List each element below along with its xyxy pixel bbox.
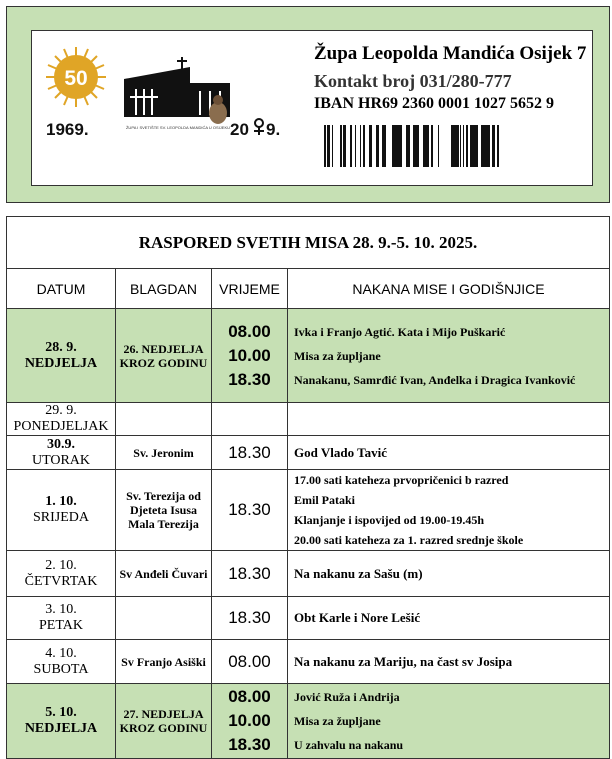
weekday-label: NEDJELJA (24, 721, 98, 736)
parish-name: Župa Leopolda Mandića Osijek 7 (314, 43, 587, 64)
feast-cell: 27. NEDJELJA KROZ GODINU (116, 684, 212, 759)
intention-cell (288, 551, 610, 597)
intention-line: Klanjanje i ispovijed od 19.00-19.45h (294, 513, 485, 527)
mass-time: 08.00 (228, 651, 271, 671)
mass-time: 08.00 (228, 687, 271, 706)
intention-line: Ivka i Franjo Agtić. Kata i Mijo Puškarić (294, 324, 506, 339)
intention-line: U zahvalu na nakanu (294, 738, 404, 752)
column-header-time: VRIJEME (212, 269, 288, 309)
parish-logo (40, 37, 290, 147)
time-cell (212, 436, 288, 470)
date-cell (7, 470, 116, 551)
column-header-intention: NAKANA MISE I GODIŠNJICE (288, 269, 610, 309)
weekday-label: PETAK (39, 618, 83, 633)
mass-time: 10.00 (228, 711, 271, 730)
feast-cell: Sv Anđeli Čuvari (116, 551, 212, 597)
intention-cell (288, 470, 610, 551)
weekday-label: UTORAK (31, 452, 91, 468)
feast-cell: 26. NEDJELJA KROZ GODINU (116, 309, 212, 403)
intention-line: Na nakanu za Mariju, na čast sv Josipa (294, 653, 513, 669)
contact-number: Kontakt broj 031/280-777 (314, 71, 512, 91)
iban-number: IBAN HR69 2360 0001 1027 5652 9 (314, 95, 555, 112)
weekday-label: NEDJELJA (24, 355, 98, 371)
intention-line: 17.00 sati kateheza prvopričenici b razred (294, 473, 509, 487)
time-cell (212, 640, 288, 684)
mass-time: 18.30 (228, 500, 271, 519)
feast-cell: Sv. Jeronim (116, 436, 212, 470)
mass-time: 08.00 (228, 321, 271, 341)
intention-line: God Vlado Tavić (294, 444, 387, 460)
mass-time: 18.30 (228, 369, 271, 389)
anniversary-sun-icon (46, 47, 106, 107)
date-cell (7, 403, 116, 436)
date-value: 28. 9. (45, 339, 77, 355)
mass-schedule-table (6, 216, 610, 759)
mass-time: 10.00 (228, 345, 271, 365)
cross-ornament-icon (254, 119, 264, 135)
schedule-row (7, 403, 610, 436)
intention-cell (288, 640, 610, 684)
header-card (31, 30, 593, 186)
feast-cell (116, 597, 212, 640)
intention-line: Emil Pataki (294, 493, 356, 507)
date-value: 3. 10. (45, 602, 77, 617)
date-cell (7, 551, 116, 597)
intention-cell (288, 309, 610, 403)
church-caption: ŽUPA I SVETIŠTE SV. LEOPOLDA MANDIĆA U OSIJEKU (125, 125, 231, 130)
mass-time: 18.30 (228, 735, 271, 754)
date-cell (7, 436, 116, 470)
date-value: 29. 9. (45, 403, 77, 418)
weekday-label: SRIJEDA (32, 510, 89, 525)
weekday-label: PONEDJELJAK (13, 419, 109, 434)
column-header-date: DATUM (7, 269, 116, 309)
time-cell (212, 597, 288, 640)
feast-cell: Sv. Terezija od Djeteta Isusa Mala Terezija (116, 470, 212, 551)
date-value: 2. 10. (45, 557, 77, 573)
feast-cell (116, 403, 212, 436)
feast-cell: Sv Franjo Asiški (116, 640, 212, 684)
intention-cell (288, 403, 610, 436)
year-end-prefix: 20 (230, 120, 249, 139)
intention-line: Misa za župljane (294, 714, 381, 728)
church-icon (124, 57, 230, 124)
date-value: 4. 10. (45, 645, 77, 661)
weekday-label: SUBOTA (33, 661, 89, 677)
weekday-label: ČETVRTAK (24, 573, 98, 589)
mass-time: 18.30 (228, 442, 271, 462)
anniversary-number: 50 (64, 67, 88, 90)
intention-line: Misa za župljane (294, 348, 381, 363)
schedule-row (7, 436, 610, 470)
time-cell (212, 309, 288, 403)
date-value: 1. 10. (45, 494, 77, 509)
date-cell (7, 640, 116, 684)
date-cell (7, 309, 116, 403)
schedule-row (7, 597, 610, 640)
schedule-row (7, 309, 610, 403)
date-cell (7, 684, 116, 759)
intention-cell (288, 436, 610, 470)
payment-barcode-icon (324, 125, 499, 167)
intention-line: Na nakanu za Sašu (m) (294, 565, 423, 581)
header-band (6, 6, 610, 203)
schedule-row (7, 684, 610, 759)
schedule-title: RASPORED SVETIH MISA 28. 9.-5. 10. 2025. (7, 217, 610, 269)
year-start: 1969. (46, 120, 89, 139)
time-cell (212, 684, 288, 759)
schedule-row (7, 640, 610, 684)
intention-cell (288, 684, 610, 759)
date-value: 5. 10. (45, 705, 77, 720)
date-cell (7, 597, 116, 640)
intention-line: Jović Ruža i Andrija (294, 690, 400, 704)
intention-line: Obt Karle i Nore Lešić (294, 610, 421, 625)
schedule-row (7, 470, 610, 551)
intention-cell (288, 597, 610, 640)
column-header-feast: BLAGDAN (116, 269, 212, 309)
intention-line: Nanakanu, Samrđić Ivan, Anđelka i Dragica Ivanković (294, 372, 576, 387)
time-cell (212, 470, 288, 551)
time-cell (212, 551, 288, 597)
mass-time: 18.30 (228, 563, 271, 583)
time-cell (212, 403, 288, 436)
year-end-suffix: 9. (266, 120, 281, 139)
date-value: 30.9. (47, 436, 75, 452)
schedule-row (7, 551, 610, 597)
intention-line: 20.00 sati kateheza za 1. razred srednje škole (294, 533, 524, 547)
mass-time: 18.30 (228, 608, 271, 627)
